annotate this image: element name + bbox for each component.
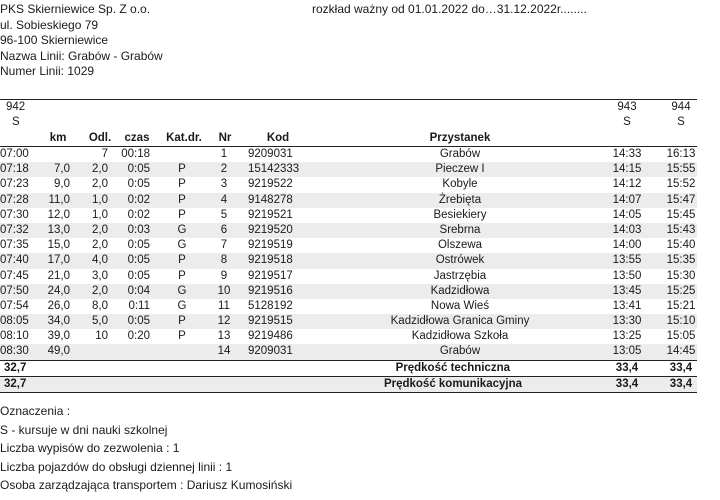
cell-t943: 14:33 [612,148,642,160]
course-number-row [0,99,697,115]
cell-kod: 9209031 [248,345,293,358]
cell-kod: 9219518 [248,254,293,267]
cell-t944: 15:55 [666,163,696,176]
cell-t942: 07:23 [0,178,29,191]
table-row [0,162,697,177]
cell-czas: 00:18 [121,148,150,160]
cell-t942: 07:30 [0,208,29,221]
cell-kat: P [178,254,186,267]
cell-stop: Kadzidłowa Szkoła [411,330,509,343]
cell-kod: 5128192 [248,299,293,312]
cell-stop: Kadzidłowa [430,284,490,297]
cell-kod: 9219519 [248,239,293,252]
cell-t943: 13:55 [612,254,642,267]
cell-t943: 13:50 [612,269,642,282]
cell-kat: P [178,178,186,191]
cell-km: 17,0 [47,254,70,267]
note-line: Liczba pojazdów do obsługi dziennej linii : 1 [0,459,233,474]
col-nr: Nr [218,132,232,144]
validity-text: rozkład ważny od 01.01.2022 do…31.12.2022r........ [312,2,587,16]
cell-km: 26,0 [47,299,70,312]
cell-odl: 2,0 [92,239,108,252]
cell-kat: P [178,269,186,282]
company-header [0,2,163,80]
course-942-number: 942 [6,101,26,113]
cell-t944: 15:43 [666,223,696,236]
cell-t942: 07:40 [0,254,29,267]
cell-t943: 14:12 [612,178,642,191]
table-row [0,284,697,299]
cell-czas: 0:03 [127,223,150,236]
cell-nr: 11 [218,299,230,312]
summary-label: Prędkość techniczna [395,361,510,374]
summary-label: Prędkość komunikacyjna [383,377,522,390]
cell-t943: 14:00 [612,239,642,252]
cell-t942: 08:30 [0,345,29,358]
cell-t942: 07:28 [0,193,29,206]
cell-stop: Kobyle [442,178,478,191]
cell-km: 15,0 [47,239,70,252]
company-street: ul. Sobieskiego 79 [0,17,99,32]
notes-heading: Oznaczenia : [0,404,71,418]
cell-czas: 0:02 [127,208,150,221]
cell-km: 7,0 [54,163,70,176]
summary-row-commercial [0,376,697,393]
cell-odl: 3,0 [92,269,108,282]
cell-kod: 9219516 [248,284,293,297]
cell-km: 34,0 [47,315,70,328]
cell-stop: Żrebięta [438,193,482,206]
cell-kod: 9219515 [248,315,293,328]
cell-kod: 9219520 [248,223,293,236]
cell-km: 21,0 [47,269,70,282]
cell-czas: 0:04 [127,284,150,297]
cell-kat: G [177,299,187,312]
cell-nr: 13 [217,330,231,343]
cell-t942: 07:32 [0,223,29,236]
cell-stop: Grabów [439,148,481,160]
cell-nr: 9 [220,269,228,282]
cell-odl: 10 [95,330,108,343]
summary-943-value: 33,4 [615,377,639,390]
cell-t943: 13:05 [612,345,642,358]
table-row [0,223,697,238]
cell-km: 9,0 [54,178,70,191]
col-przystanek: Przystanek [429,132,491,144]
cell-nr: 1 [220,148,228,160]
cell-odl: 4,0 [92,254,108,267]
cell-t942: 07:54 [0,299,29,312]
cell-stop: Kadzidłowa Granica Gminy [390,315,530,328]
cell-stop: Ostrówek [435,254,485,267]
cell-t943: 14:07 [612,193,642,206]
cell-km: 24,0 [47,284,70,297]
summary-944-value: 33,4 [669,361,693,374]
col-kod: Kod [266,132,290,144]
column-header-row [0,130,697,147]
cell-czas: 0:05 [127,163,150,176]
table-row [0,269,697,284]
note-line: S - kursuje w dni nauki szkolnej [0,422,168,437]
cell-t944: 15:10 [666,315,696,328]
note-line: Liczba wypisów do zezwolenia : 1 [0,441,180,456]
table-row [0,193,697,208]
cell-odl: 8,0 [92,299,108,312]
cell-t944: 15:47 [666,193,696,206]
table-row [0,314,697,329]
cell-km: 39,0 [47,330,70,343]
cell-t944: 15:45 [666,208,696,221]
cell-nr: 14 [217,345,231,358]
cell-odl: 7 [101,148,108,160]
cell-t944: 15:30 [666,269,696,282]
summary-left-value: 32,7 [4,361,27,374]
cell-t944: 15:21 [666,299,696,312]
summary-row-technical [0,360,697,376]
notes-section [0,402,292,495]
cell-t944: 15:25 [666,284,696,297]
cell-t944: 15:35 [666,254,696,267]
cell-kat: G [177,223,187,236]
summary-left-value: 32,7 [4,377,27,390]
cell-kod: 9219522 [248,178,293,191]
cell-nr: 5 [220,208,228,221]
cell-odl: 2,0 [92,223,108,236]
cell-t942: 08:05 [0,315,29,328]
cell-czas: 0:05 [127,315,150,328]
table-row [0,253,697,268]
course-943-mark: S [623,116,631,128]
col-km: km [49,132,67,144]
cell-t943: 13:25 [612,330,642,343]
cell-kat: P [178,315,186,328]
cell-czas: 0:02 [127,193,150,206]
line-name: Nazwa Linii: Grabów - Grabów [0,48,163,63]
cell-stop: Nowa Wieś [430,299,490,312]
table-row [0,147,697,162]
cell-t944: 15:40 [666,239,696,252]
cell-kat: P [178,208,186,221]
table-row [0,344,697,359]
cell-kat: P [178,163,186,176]
cell-odl: 1,0 [92,208,108,221]
cell-nr: 8 [220,254,228,267]
cell-odl: 2,0 [92,178,108,191]
cell-nr: 3 [220,178,228,191]
cell-czas: 0:11 [128,299,150,312]
cell-stop: Olszewa [437,239,483,252]
cell-stop: Pieczew I [435,163,485,176]
col-katdr: Kat.dr. [166,132,202,144]
table-row [0,299,697,314]
cell-stop: Grabów [439,345,481,358]
cell-t944: 15:52 [666,178,696,191]
cell-kod: 9148278 [248,193,293,206]
table-row [0,329,697,344]
company-city: 96-100 Skierniewice [0,33,109,47]
cell-t944: 16:13 [666,148,696,160]
cell-kat: P [178,330,186,343]
cell-kod: 9209031 [248,148,293,160]
cell-stop: Besiekiery [433,208,487,221]
cell-km: 12,0 [47,208,70,221]
cell-czas: 0:05 [127,269,150,282]
cell-czas: 0:05 [127,254,150,267]
course-944-mark: S [677,116,685,128]
cell-czas: 0:20 [127,330,150,343]
cell-km: 13,0 [47,223,70,236]
cell-t943: 13:41 [612,299,642,312]
cell-t942: 07:00 [0,148,29,160]
summary-944-value: 33,4 [669,377,693,390]
cell-odl: 2,0 [92,163,108,176]
cell-nr: 7 [220,239,228,252]
cell-kat: G [177,239,187,252]
cell-km: 49,0 [47,345,70,358]
cell-nr: 2 [220,163,228,176]
timetable [0,99,697,393]
stop-rows [0,147,697,360]
cell-kat: G [177,284,187,297]
cell-nr: 10 [217,284,231,297]
cell-t943: 13:45 [612,284,642,297]
cell-t942: 08:10 [0,330,29,343]
cell-odl: 5,0 [92,315,108,328]
cell-kat: P [178,193,186,206]
cell-km: 11,0 [48,193,70,206]
course-942-mark: S [12,116,20,128]
table-row [0,238,697,253]
cell-nr: 12 [217,315,231,328]
cell-t943: 13:30 [612,315,642,328]
course-mark-row [0,115,697,130]
cell-odl: 2,0 [92,284,108,297]
cell-czas: 0:05 [127,178,150,191]
cell-t943: 14:03 [612,223,642,236]
cell-odl: 1,0 [92,193,108,206]
cell-t942: 07:45 [0,269,29,282]
cell-stop: Jastrzębia [433,269,487,282]
col-odl: Odl. [88,132,112,144]
cell-t942: 07:35 [0,239,29,252]
cell-t943: 14:05 [612,208,642,221]
note-line: Osoba zarządzająca transportem : Dariusz Kumosiński [0,478,293,493]
cell-kod: 9219517 [248,269,293,282]
course-944-number: 944 [671,101,691,113]
cell-czas: 0:05 [127,239,150,252]
line-number: Numer Linii: 1029 [0,64,95,78]
cell-t942: 07:18 [0,163,29,176]
cell-kod: 9219486 [248,330,293,343]
cell-kod: 9219521 [248,208,293,221]
cell-stop: Srebrna [439,223,481,236]
cell-t943: 14:15 [612,163,642,176]
company-name: PKS Skierniewice Sp. Z o.o. [0,2,151,16]
table-row [0,177,697,192]
cell-nr: 6 [220,223,228,236]
cell-t942: 07:50 [0,284,29,297]
course-943-number: 943 [617,101,637,113]
cell-nr: 4 [220,193,228,206]
cell-t944: 15:05 [666,330,696,343]
cell-kod: 15142333 [248,163,300,176]
col-czas: czas [124,132,150,144]
summary-943-value: 33,4 [615,361,639,374]
table-row [0,208,697,223]
cell-t944: 14:45 [666,345,696,358]
